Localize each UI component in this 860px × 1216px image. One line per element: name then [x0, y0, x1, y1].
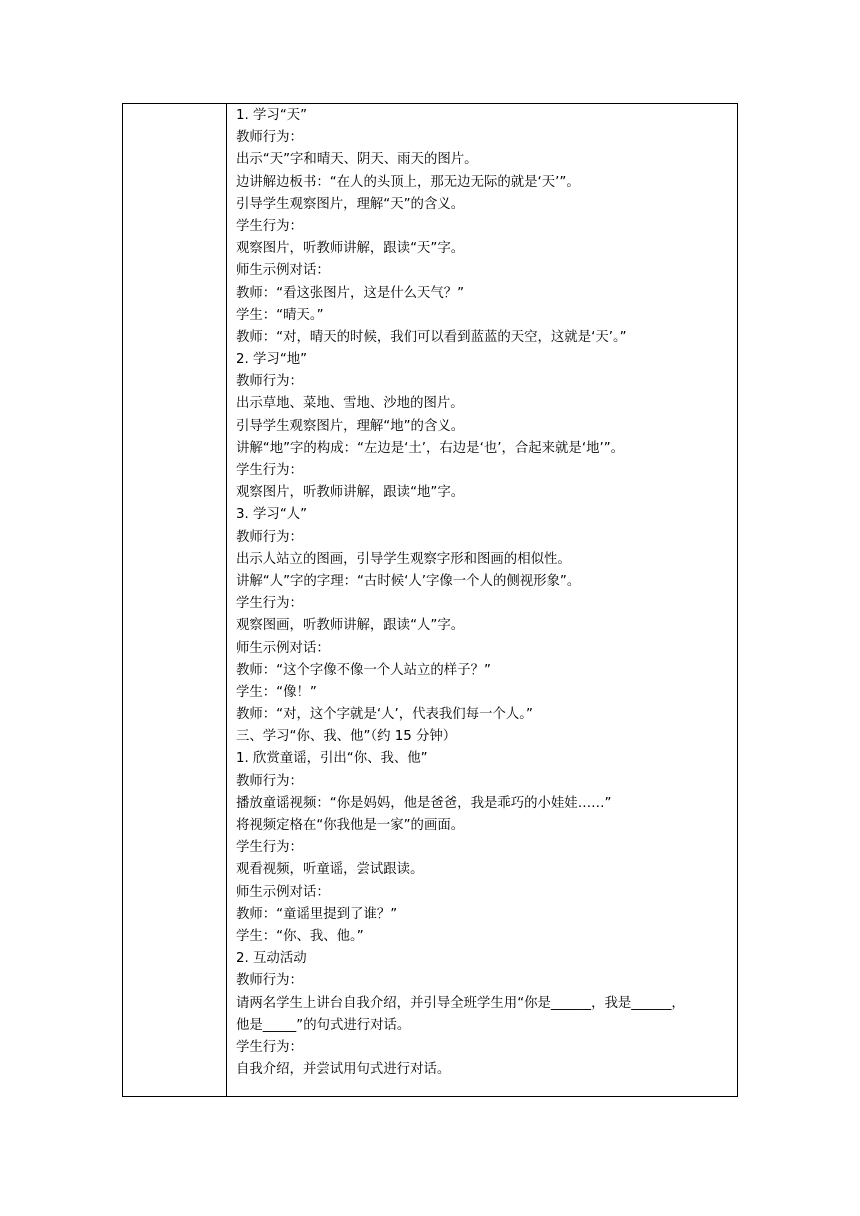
text-line: 观察图片，听教师讲解，跟读“天”字。: [236, 241, 465, 257]
text-line: 2. 学习“地”: [236, 352, 308, 368]
text-line: 请两名学生上讲台自我介绍，并引导全班学生用“你是______，我是______，: [236, 995, 685, 1011]
text-line: 三、学习“你、我、他”（约 15 分钟）: [236, 729, 457, 745]
text-line: 学生：“你、我、他。”: [236, 928, 364, 944]
text-line: 观察图片，听教师讲解，跟读“地”字。: [236, 485, 465, 501]
text-line: 学生：“像！”: [236, 684, 317, 700]
text-line: 出示“天”字和晴天、阴天、雨天的图片。: [236, 152, 478, 168]
text-line: 教师行为：: [236, 773, 303, 789]
text-line: 2. 互动活动: [236, 951, 307, 967]
text-line: 教师行为：: [236, 130, 303, 146]
text-line: 出示草地、菜地、雪地、沙地的图片。: [236, 396, 464, 412]
text-line: 3. 学习“人”: [236, 507, 308, 523]
text-line: 出示人站立的图画，引导学生观察字形和图画的相似性。: [236, 551, 571, 567]
text-line: 学生行为：: [236, 840, 303, 856]
text-line: 学生行为：: [236, 596, 303, 612]
text-line: 边讲解边板书：“在人的头顶上，那无边无际的就是‘天’”。: [236, 174, 580, 190]
text-line: 师生示例对话：: [236, 640, 330, 656]
text-line: 1. 学习“天”: [236, 108, 308, 123]
text-line: 观察图画，听教师讲解，跟读“人”字。: [236, 618, 465, 634]
text-line: 1. 欣赏童谣，引出“你、我、他”: [236, 751, 428, 767]
text-line: 教师：“对，晴天的时候，我们可以看到蓝蓝的天空，这就是‘天’。”: [236, 329, 627, 345]
text-line: 引导学生观察图片，理解“天”的含义。: [236, 196, 465, 212]
left-column-cell: [123, 104, 227, 1096]
lesson-plan-table: [122, 103, 738, 1097]
text-line: 学生行为：: [236, 218, 303, 234]
text-line: 自我介绍，并尝试用句式进行对话。: [236, 1062, 451, 1078]
text-line: 师生示例对话：: [236, 884, 330, 900]
text-line: 播放童谣视频：“你是妈妈，他是爸爸，我是乖巧的小娃娃……”: [236, 795, 612, 811]
content-cell: [227, 104, 737, 1096]
text-line: 教师：“童谣里提到了谁？”: [236, 906, 398, 922]
text-line: 教师：“看这张图片，这是什么天气？”: [236, 285, 465, 301]
text-line: 教师：“这个字像不像一个人站立的样子？”: [236, 662, 491, 678]
text-line: 他是_____”的句式进行对话。: [236, 1017, 411, 1033]
lesson-text: [236, 105, 731, 1081]
text-line: 学生行为：: [236, 1039, 303, 1055]
text-line: 将视频定格在“你我他是一家”的画面。: [236, 818, 465, 833]
text-line: 观看视频，听童谣，尝试跟读。: [236, 862, 424, 878]
text-line: 师生示例对话：: [236, 263, 330, 279]
text-line: 学生：“晴天。”: [236, 307, 324, 323]
text-line: 教师行为：: [236, 374, 303, 390]
text-line: 引导学生观察图片，理解“地”的含义。: [236, 418, 465, 434]
text-line: 教师行为：: [236, 529, 303, 545]
text-line: 教师行为：: [236, 973, 303, 989]
text-line: 讲解“人”字的字理：“古时候‘人’字像一个人的侧视形象”。: [236, 573, 581, 589]
text-line: 教师：“对，这个字就是‘人’，代表我们每一个人。”: [236, 707, 533, 723]
text-line: 讲解“地”字的构成：“左边是‘土’，右边是‘也’，合起来就是‘地’”。: [236, 440, 625, 456]
text-line: 学生行为：: [236, 463, 303, 478]
